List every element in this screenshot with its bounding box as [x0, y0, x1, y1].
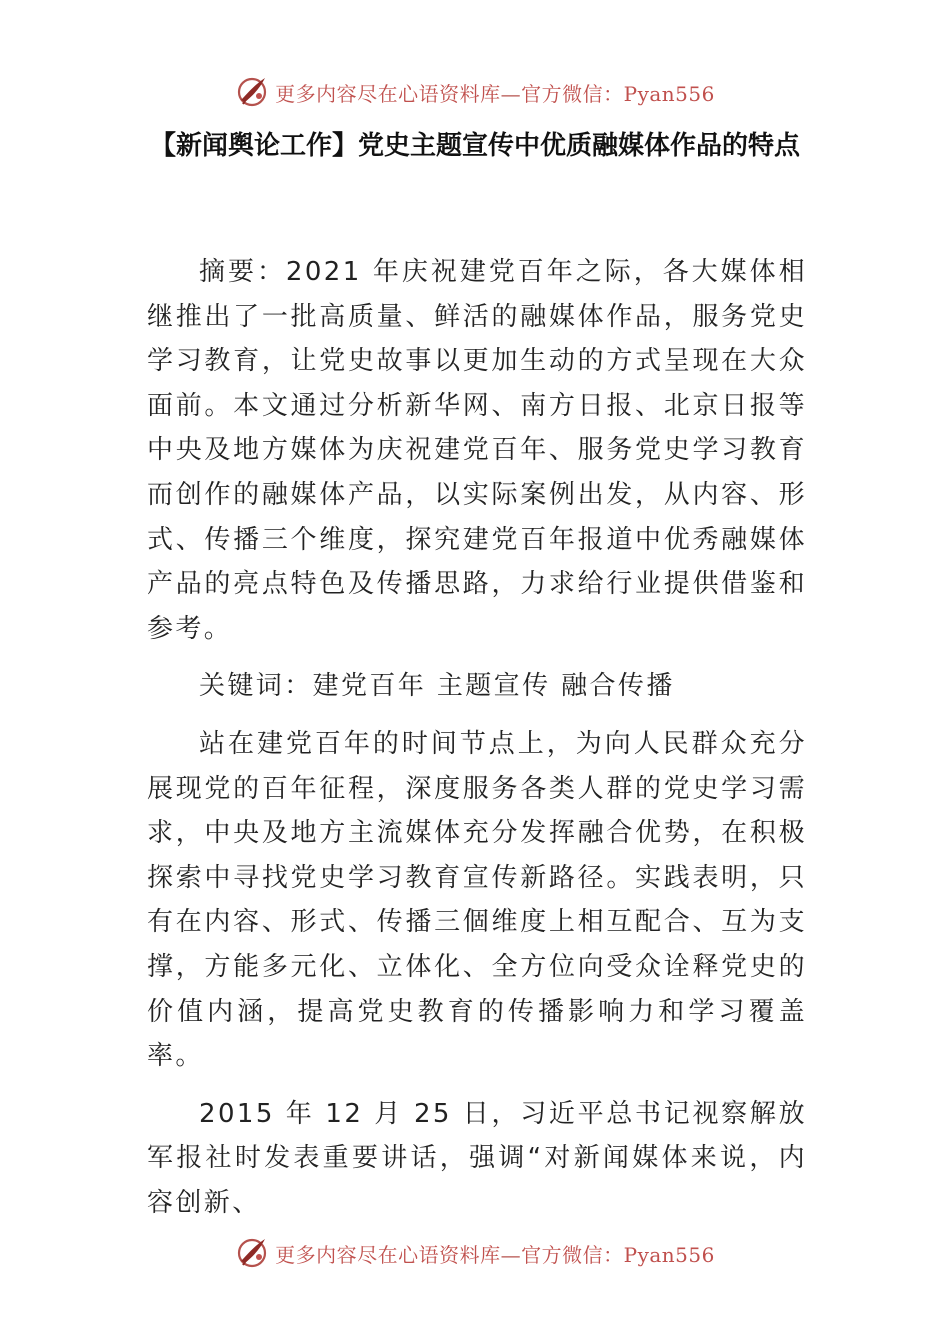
- header-banner: [0, 72, 950, 112]
- banner-separator: —: [500, 81, 522, 106]
- keywords-paragraph: 关键词：建党百年 主题宣传 融合传播: [199, 671, 675, 702]
- quill-pen-logo-icon: [235, 1235, 271, 1271]
- body-paragraph: 2015 年 12 月 25 日，习近平总书记视察解放军报社时发表重要讲话，强调“对新闻媒体来说，内容创新、: [147, 1098, 807, 1218]
- body-paragraph: 站在建党百年的时间节点上，为向人民群众充分展现党的百年征程，深度服务各类人群的党史学习需求，中央及地方主流媒体充分发挥融合优势，在积极探索中寻找党史学习教育宣传新路径。实践表明，只有在内容、形式、传播三個维度上相互配合、互为支撑，方能多元化、立体化、全方位向受众诠释党史的价值内涵，提高党史教育的传播影响力和学习覆盖率。: [147, 728, 807, 1072]
- footer-banner: [0, 1233, 950, 1273]
- banner-slogan: 更多内容尽在心语资料库: [275, 81, 501, 106]
- abstract-paragraph: 摘要：2021 年庆祝建党百年之际，各大媒体相继推出了一批高质量、鲜活的融媒体作品，服务党史学习教育，让党史故事以更加生动的方式呈现在大众面前。本文通过分析新华网、南方日报、北京日报等中央及地方媒体为庆祝建党百年、服务党史学习教育而创作的融媒体产品，以实际案例出发，从内容、形式、传播三个维度，探究建党百年报道中优秀融媒体产品的亮点特色及传播思路，力求给行业提供借鉴和参考。: [147, 257, 807, 644]
- quill-pen-logo-icon: [235, 74, 271, 110]
- document-title: 【新闻舆论工作】党史主题宣传中优质融媒体作品的特点: [149, 131, 800, 161]
- banner-wechat: 官方微信：Pyan556: [521, 1242, 715, 1267]
- banner-wechat: 官方微信：Pyan556: [521, 81, 715, 106]
- banner-separator: —: [500, 1242, 522, 1267]
- banner-slogan: 更多内容尽在心语资料库: [275, 1242, 501, 1267]
- document-body: [147, 250, 807, 1238]
